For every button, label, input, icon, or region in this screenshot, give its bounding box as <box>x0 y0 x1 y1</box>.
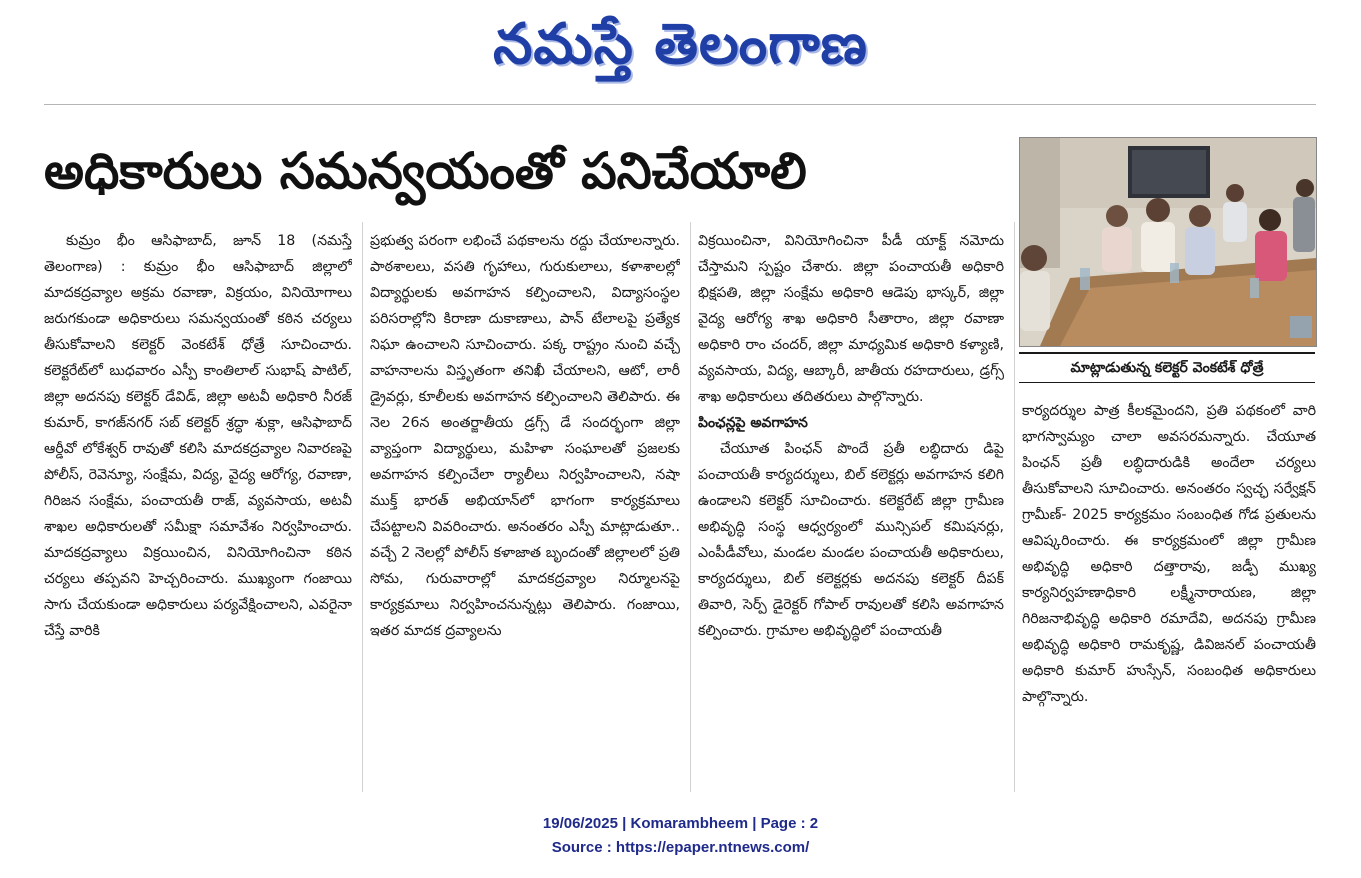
article-paragraph: చేయూత పింఛన్ పొందే ప్రతీ లబ్ధిదారు డిపై పంచాయతీ కార్యదర్శులు, బిల్ కలెక్టర్లు అవగాహన కలిగి ఉండాలని కలెక్టర్ సూచించారు. కలెక్టరేట్ జిల్లా గ్రామీణ అభివృద్ధి సంస్థ ఆధ్వర్యంలో మున్సిపల్ కమిషనర్లు, ఎంపీడీవోలు, మండల మండల పంచాయతీ అధికారులు, కార్యదర్శులు, బిల్ కలెక్టర్లకు అదనపు కలెక్టర్ దీపక్ తివారి, సెర్ప్ డైరెక్టర్ గోపాల్ రావులతో కలిసి అవగాహన కల్పించారు. గ్రామాల అభివృద్ధిలో పంచాయతీ <box>698 441 1004 639</box>
column-divider <box>690 222 691 792</box>
article-column-4 <box>1022 398 1316 786</box>
article-paragraph: విక్రయించినా, వినియోగించినా పీడీ యాక్ట్ నమోదు చేస్తామని స్పష్టం చేశారు. జిల్లా పంచాయతీ అధికారి భిక్షపతి, జిల్లా సంక్షేమ అధికారి ఆడెపు భాస్కర్, జిల్లా వైద్య ఆరోగ్య శాఖ అధికారి సీతారాం, జిల్లా రవాణా అధికారి రాం చందర్, జిల్లా మాధ్యమిక అధికారి కళ్యాణి, వ్యవసాయ, విద్య, ఆబ్కారీ, జాతీయ రహదారులు, డ్రగ్స్ శాఖ అధికారులు తదితరులు పాల్గొన్నారు. <box>698 233 1004 405</box>
article-column-1 <box>44 228 352 786</box>
article-headline: అధికారులు సమన్వయంతో పనిచేయాలి <box>44 142 807 200</box>
newspaper-masthead: నమస్తే తెలంగాణ <box>493 12 868 77</box>
column-divider <box>362 222 363 792</box>
footer-source-link[interactable]: Source : https://epaper.ntnews.com/ <box>551 839 810 856</box>
article-paragraph: ప్రభుత్వ పరంగా లభించే పథకాలను రద్దు చేయాలన్నారు. పాఠశాలలు, వసతి గృహాలు, గురుకులాలు, కళాశాలల్లో విద్యార్థులకు అవగాహన కల్పించాలని, విద్యాసంస్థల పరిసరాల్లోని కిరాణా దుకాణాలు, పాన్ టేలాలపై ప్రత్యేక నిఘా ఉంచాలని సూచించారు. పక్క రాష్ట్రం నుంచి వచ్చే వాహనాలను విస్తృతంగా తనిఖీ చేయాలని, ఆటో, లారీ డ్రైవర్లు, కూలీలకు అవగాహన కల్పించాలని తెలిపారు. ఈ నెల 26న అంతర్జాతీయ డ్రగ్స్ డే సందర్భంగా జిల్లా వ్యాప్తంగా విద్యార్థులు, మహిళా సంఘాలతో ప్రజలకు అవగాహన కల్పించేలా ర్యాలీలు నిర్వహించాలని, నషా ముక్త్ భారత్ అభియాన్‌లో భాగంగా కార్యక్రమాలు చేపట్టాలని వివరించారు. అనంతరం ఎస్పీ మాట్లాడుతూ.. వచ్చే 2 నెలల్లో పోలీస్ కళాజాత బృందంతో జిల్లాలలో ప్రతి సోమ, గురువారాల్లో మాదకద్రవ్యాల నిర్మూలనపై కార్యక్రమాలు నిర్వహించనున్నట్లు తెలిపారు. గంజాయి, ఇతర మాదక ద్రవ్యాలను <box>370 233 680 639</box>
article-paragraph: కార్యదర్శుల పాత్ర కీలకమైందని, ప్రతి పథకంలో వారి భాగస్వామ్యం చాలా అవసరమన్నారు. చేయూత పింఛన్ ప్రతీ లబ్ధిదారుడికి అందేలా చర్యలు తీసుకోవాలని సూచించారు. అనంతరం స్వచ్ఛ సర్వేక్షన్ గ్రామీణ్- 2025 కార్యక్రమం సంబంధిత గోడ ప్రతులను ఆవిష్కరించారు. ఈ కార్యక్రమంలో జిల్లా గ్రామీణ అభివృద్ధి అధికారి దత్తారావు, జడ్పీ ముఖ్య కార్యనిర్వహణాధికారి లక్ష్మీనారాయణ, జిల్లా గిరిజనాభివృద్ధి అధికారి రమాదేవి, అదనపు గ్రామీణ అభివృద్ధి అధికారి రామకృష్ణ, డివిజనల్ పంచాయతీ అధికారి కుమార్ హుస్సేన్, సంబంధిత అధికారులు పాల్గొన్నారు. <box>1022 403 1316 705</box>
footer-date-line: 19/06/2025 | Komarambheem | Page : 2 <box>542 815 819 832</box>
column-divider <box>1014 222 1015 792</box>
meeting-photo-illustration <box>1020 138 1316 346</box>
article-column-3 <box>698 228 1004 786</box>
article-paragraph: కుమ్రం భీం ఆసిఫాబాద్, జూన్ 18 (నమస్తే తెలంగాణ) : కుమ్రం భీం ఆసిఫాబాద్ జిల్లాలో మాదకద్రవ్యాల అక్రమ రవాణా, విక్రయం, వినియోగాలు జరుగకుండా అధికారులు సమన్వయంతో కఠిన చర్యలు తీసుకోవాలని కలెక్టర్ వెంకటేశ్ ధోత్రే సూచించారు. కలెక్టరేట్‌లో బుధవారం ఎస్పీ కాంతిలాల్ సుభాష్ పాటిల్, జిల్లా అదనపు కలెక్టర్ డేవిడ్, జిల్లా అటవీ అధికారి నీరజ్ కుమార్, కాగజ్‌నగర్ సబ్ కలెక్టర్ శ్రద్ధా శుక్లా, ఆసిఫాబాద్ ఆర్డీవో లోకేశ్వర్ రావుతో కలిసి మాదకద్రవ్యాల నివారణపై పోలీస్, రెవెన్యూ, సంక్షేమ, విద్య, వైద్య ఆరోగ్య, రవాణా, గిరిజన సంక్షేమ, పంచాయతీ రాజ్, వ్యవసాయ, అటవీ శాఖల అధికారులతో సమీక్షా సమావేశం నిర్వహించారు. మాదకద్రవ్యాలు విక్రయించిన, వినియోగించినా కఠిన చర్యలు తప్పవని హెచ్చరించారు. ముఖ్యంగా గంజాయి సాగు చేయకుండా అధికారులు పర్యవేక్షించాలని, ఎవరైనా చేస్తే వారికి <box>44 233 352 639</box>
photo-caption: మాట్లాడుతున్న కలెక్టర్ వెంకటేశ్ ధోత్రే <box>1019 352 1315 383</box>
masthead-divider <box>44 104 1316 105</box>
article-column-2 <box>370 228 680 786</box>
article-photo <box>1019 137 1317 347</box>
article-subheading: పింఛన్లపై అవగాహన <box>698 415 808 431</box>
